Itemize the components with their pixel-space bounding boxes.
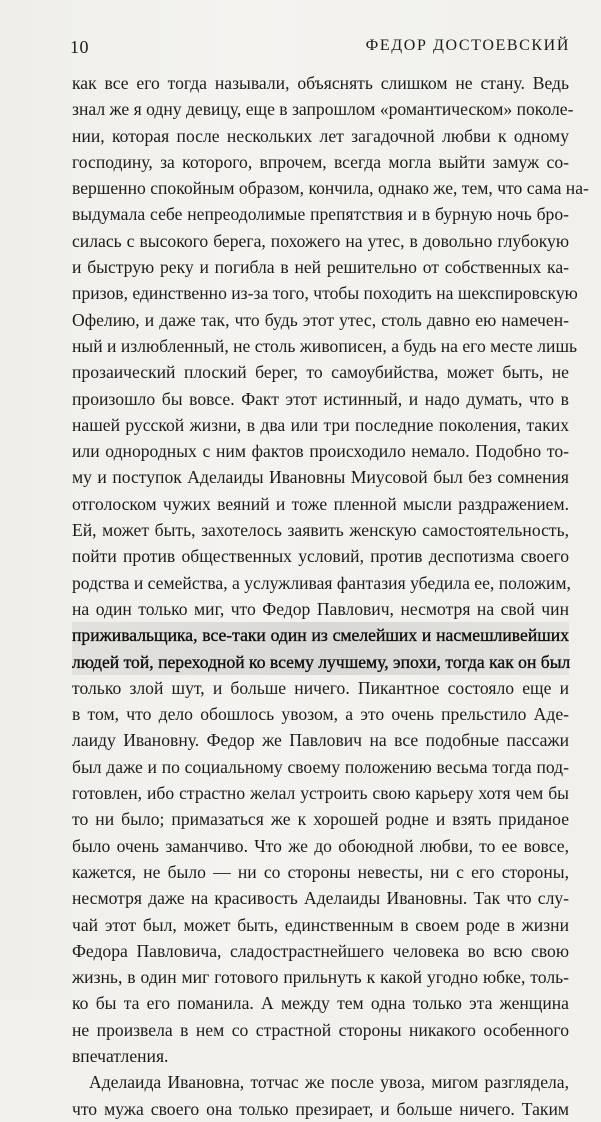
text-line: Аделаида Ивановна, тотчас же после увоза, мигом разглядела, <box>89 1072 569 1093</box>
text-line: силась с высокого берега, похожего на утес, в довольно глубокую <box>72 230 569 251</box>
text-line: выдумала себе непреодолимые препятствия и в бурную ночь бро- <box>72 204 569 225</box>
text-line: знал же я одну девицу, еще в запрошлом «романтическом» поколе- <box>72 99 574 120</box>
text-line: вершенно спокойным образом, кончила, однако же, тем, что сама на- <box>72 178 589 199</box>
text-line: лаиду Ивановну. Федор же Павлович на все подобные пассажи <box>72 730 569 751</box>
text-line: приживальщика, все-таки один из смелейших и насмешливейших <box>72 622 569 648</box>
text-line: как все его тогда называли, объяснять слишком не стану. Ведь <box>72 73 569 93</box>
text-line: жизнь, в один миг готового прильнуть к какой угодно юбке, толь- <box>72 967 569 988</box>
text-line: Ей, может быть, захотелось заявить женскую самостоятельность, <box>72 520 569 541</box>
text-line: произошло бы вовсе. Факт этот истинный, и надо думать, что в <box>72 388 569 409</box>
text-line: прозаический плоский берег, то самоубийства, может быть, не <box>72 362 569 383</box>
text-line: родства и семейства, а услужливая фантазия убедила ее, положим, <box>72 572 571 593</box>
text-line: и быструю реку и погибла в ней решительно от собственных ка- <box>72 257 569 278</box>
page-number: 10 <box>70 37 89 57</box>
text-line: только злой шут, и больше ничего. Пикантное состояло еще и <box>72 677 569 698</box>
running-head <box>70 37 570 59</box>
text-line: ко бы та его поманила. А между тем одна только эта женщина <box>72 993 569 1014</box>
book-author-header: ФЕДОР ДОСТОЕВСКИЙ <box>365 37 570 54</box>
text-line: не произвела в нем со страстной стороны никакого особенного <box>72 1019 569 1040</box>
paragraph-1 <box>72 70 589 1069</box>
text-line: то ни было; примазаться же к хорошей родне и взять приданое <box>72 809 569 830</box>
body-text <box>72 70 589 1122</box>
text-line: или однородных с ним фактов происходило немало. Подобно то- <box>72 441 569 462</box>
text-line: впечатления. <box>72 1045 169 1066</box>
text-line: в том, что дело обошлось увозом, а это очень прельстило Аде- <box>72 704 569 725</box>
text-line: Офелию, и даже так, что будь этот утес, столь давно ею намечен- <box>72 309 569 330</box>
text-line: людей той, переходной ко всему лучшему, эпохи, тогда как он был <box>72 649 569 675</box>
text-line: господину, за которого, впрочем, всегда могла выйти замуж со- <box>72 151 569 172</box>
text-line: му и поступок Аделаиды Ивановны Миусовой был без сомнения <box>72 467 569 488</box>
text-line: нашей русской жизни, в два или три последние поколения, таких <box>72 414 569 435</box>
text-line: Федора Павловича, сладострастнейшего человека во всю свою <box>72 940 569 961</box>
paragraph-2 <box>72 1069 569 1122</box>
text-line: чай этот был, может быть, единственным в своем роде в жизни <box>72 914 569 935</box>
text-line: призов, единственно из-за того, чтобы походить на шекспировскую <box>72 283 578 304</box>
text-line: пойти против общественных условий, против деспотизма своего <box>72 546 569 567</box>
text-line: что мужа своего она только презирает, и больше ничего. Таким <box>72 1098 569 1119</box>
text-line: кажется, не было — ни со стороны невесты, ни с его стороны, <box>72 861 569 882</box>
text-line: отголоском чужих веяний и тоже пленной мысли раздражением. <box>72 493 569 514</box>
text-line: на один только миг, что Федор Павлович, несмотря на свой чин <box>72 598 569 619</box>
text-line: было очень заманчиво. Что же до обоюдной любви, то ее вовсе, <box>72 835 569 856</box>
text-line: готовлен, ибо страстно желал устроить свою карьеру хотя чем бы <box>72 783 569 804</box>
text-line: несмотря даже на красивость Аделаиды Ивановны. Так что слу- <box>72 888 569 909</box>
text-line: был даже и по социальному своему положению весьма тогда под- <box>72 756 569 777</box>
text-line: нии, которая после нескольких лет загадочной любви к одному <box>72 125 569 146</box>
text-line: ный и излюбленный, не столь живописен, а будь на его месте лишь <box>72 335 578 356</box>
